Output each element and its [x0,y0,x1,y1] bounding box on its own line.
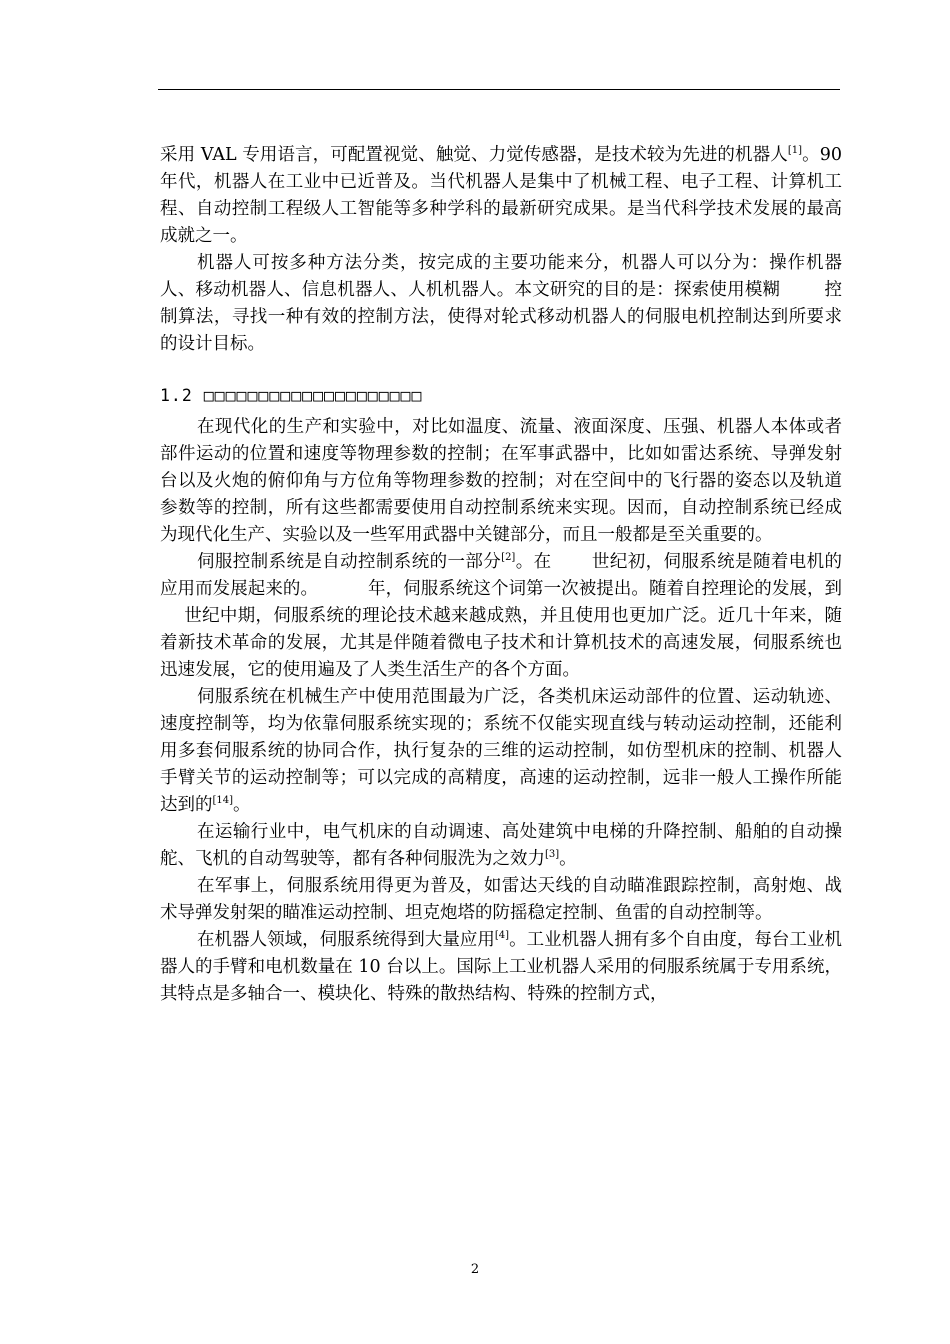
paragraph-4: 伺服控制系统是自动控制系统的一部分[2]。在 世纪初，伺服系统是随着电机的应用而发展起来的。 年，伺服系统这个词第一次被提出。随着自控理论的发展，到世纪中期，伺服系统的理论技术越来越成熟，并且使用也更加广泛。近几十年来，随着新技术革命的发展，尤其是伴随着微电子技术和计算机技术的高速发展，伺服系统也迅速发展，它的使用遍及了人类生活生产的各个方面。 [160,552,843,680]
citation-ref: [14] [212,795,234,807]
page-number: 2 [470,1262,480,1277]
paragraph-6: 在运输行业中，电气机床的自动调速、高处建筑中电梯的升降控制、船舶的自动操舵、飞机的自动驾驶等，都有各种伺服洗为之效力[3]。 [160,822,842,869]
header-rule [158,89,840,90]
citation-ref: [4] [494,930,510,942]
paragraph-5: 伺服系统在机械生产中使用范围最为广泛，各类机床运动部件的位置、运动轨迹、速度控制等，均为依靠伺服系统实现的；系统不仅能实现直线与转动运动控制，还能利用多套伺服系统的协同合作，执行复杂的三维的运动控制，如仿型机床的控制、机器人手臂关节的运动控制等；可以完成的高精度，高速的运动控制，远非一般人工操作所能达到的[14]。 [160,687,842,815]
citation-ref: [3] [545,849,560,861]
paragraph-1: 采用 VAL 专用语言，可配置视觉、触觉、力觉传感器，是技术较为先进的机器人[1]。90 年代，机器人在工业中已近普及。当代机器人是集中了机械工程、电子工程、计算机工程、自动控制工程级人工智能等多种学科的最新研究成果。是当代科学技术发展的最高成就之一。 [160,145,842,246]
section-title: □□□□□□□□□□□□□□□□□□□□ [203,386,423,405]
citation-ref: [2] [501,552,516,564]
section-number: 1.2 [160,386,193,405]
paragraph-7: 在军事上，伺服系统用得更为普及，如雷达天线的自动瞄准跟踪控制，高射炮、战术导弹发射架的瞄准运动控制、坦克炮塔的防摇稳定控制、鱼雷的自动控制等。 [160,876,842,923]
body-text [160,142,842,1008]
paragraph-2: 机器人可按多种方法分类，按完成的主要功能来分，机器人可以分为：操作机器人、移动机器人、信息机器人、人机机器人。本文研究的目的是：探索使用模糊 控制算法，寻找一种有效的控制方法，使得对轮式移动机器人的伺服电机控制达到所要求的设计目标。 [160,253,843,354]
citation-ref: [1] [787,145,803,157]
paragraph-8: 在机器人领域，伺服系统得到大量应用[4]。工业机器人拥有多个自由度，每台工业机器人的手臂和电机数量在 10 台以上。国际上工业机器人采用的伺服系统属于专用系统，其特点是多轴合一、模块化、特殊的散热结构、特殊的控制方式， [160,930,842,1004]
paragraph-3: 在现代化的生产和实验中，对比如温度、流量、液面深度、压强、机器人本体或者部件运动的位置和速度等物理参数的控制；在军事武器中，比如如雷达系统、导弹发射台以及火炮的俯仰角与方位角等物理参数的控制；对在空间中的飞行器的姿态以及轨道参数等的控制，所有这些都需要使用自动控制系统来实现。因而，自动控制系统已经成为现代化生产、实验以及一些军用武器中关键部分，而且一般都是至关重要的。 [160,417,842,545]
section-heading [160,384,842,408]
